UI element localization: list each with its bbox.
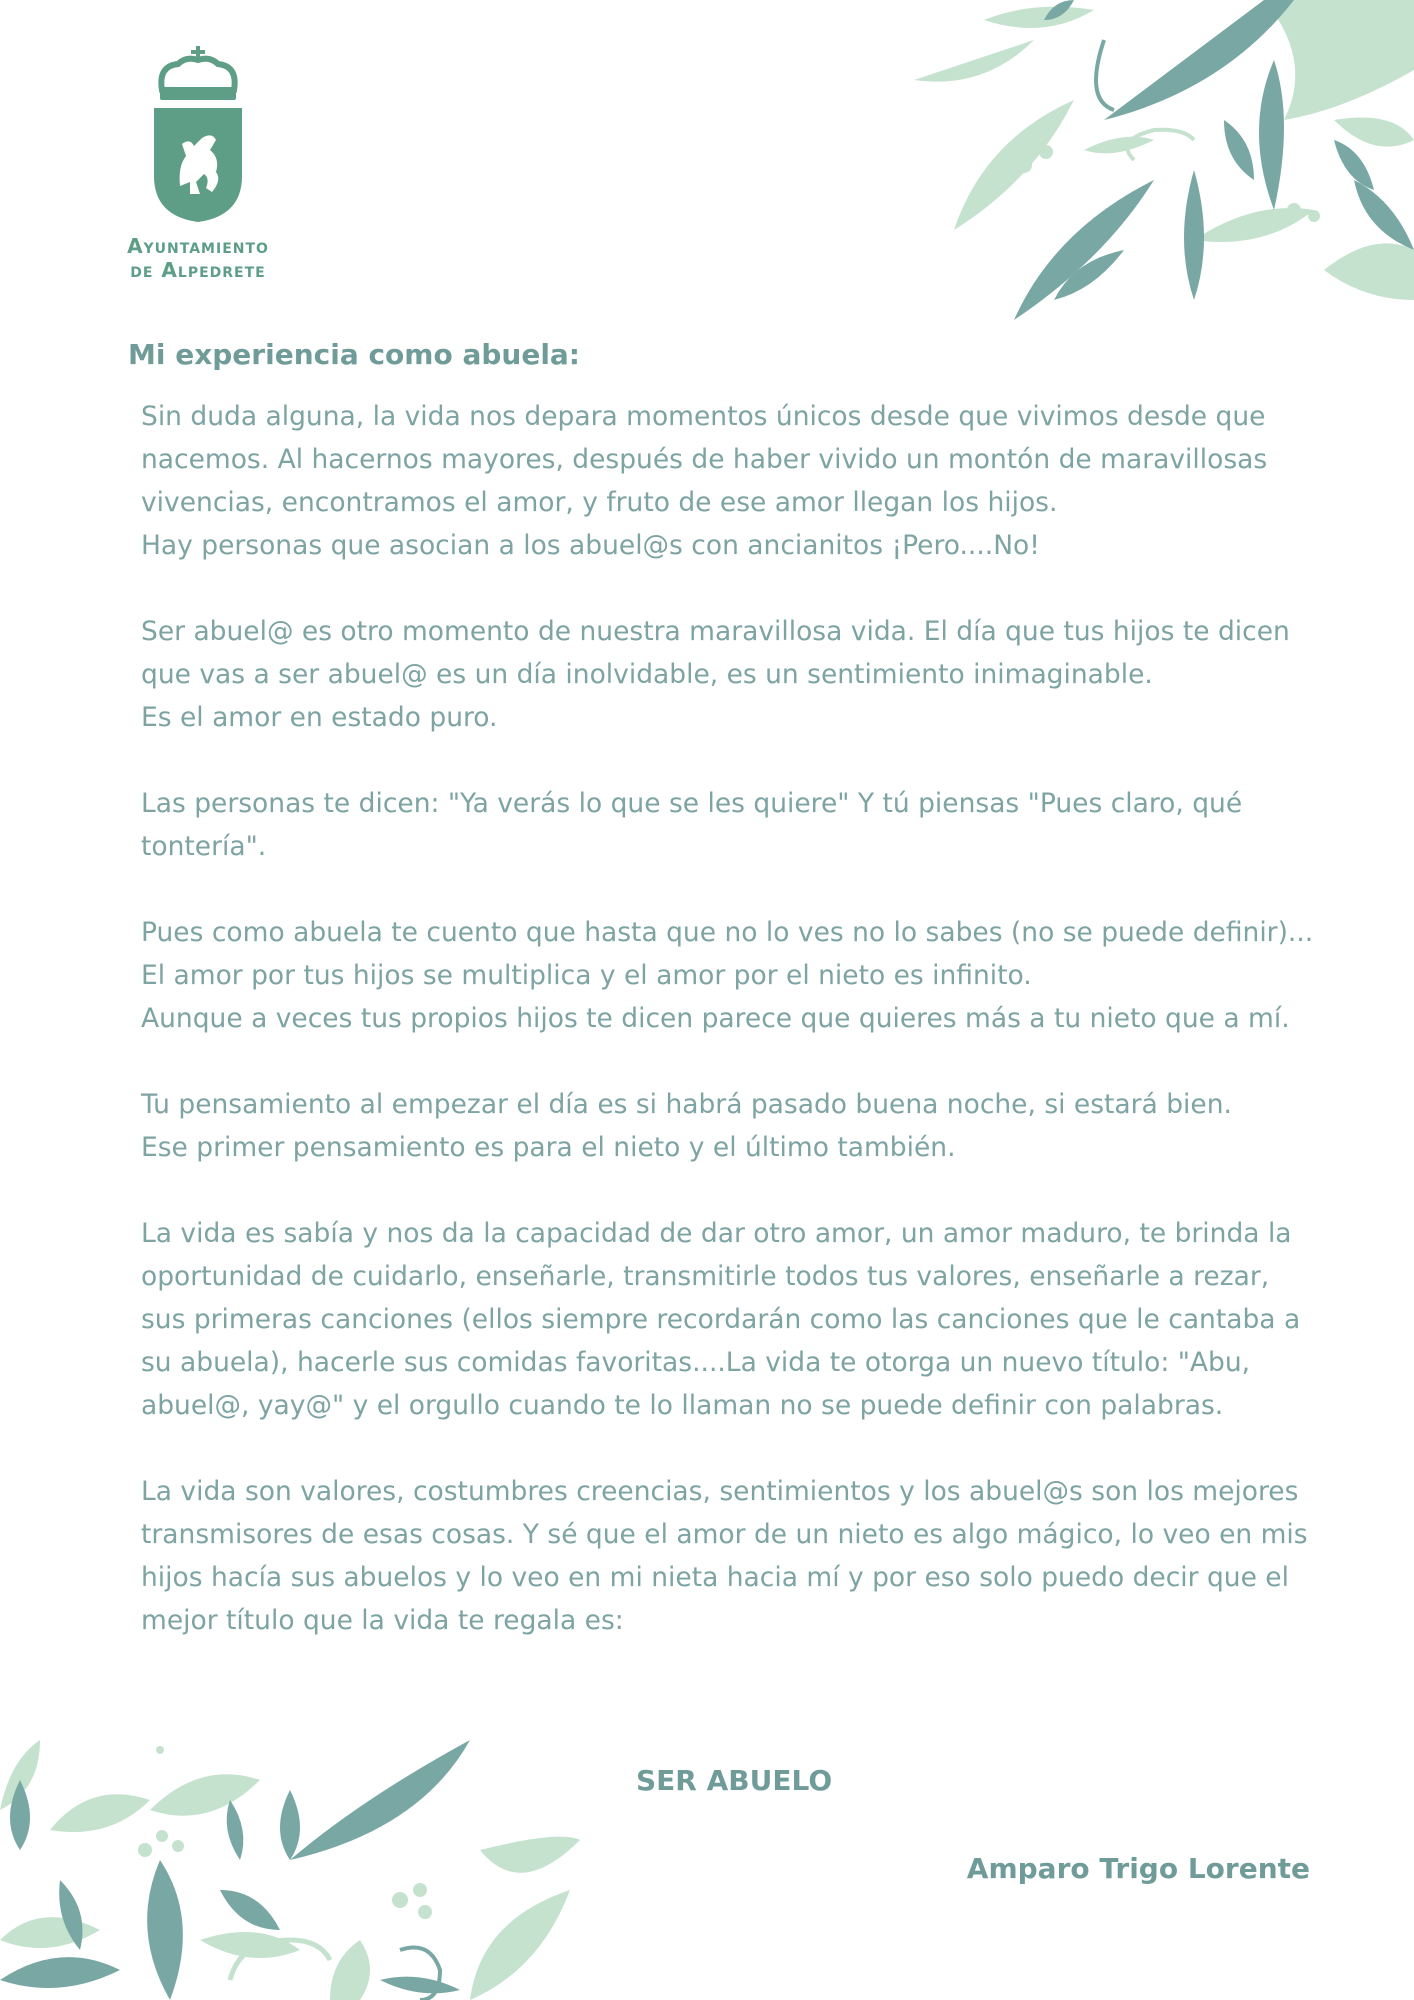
decorative-leaves-bottom — [0, 1740, 600, 2000]
paragraph-2: Ser abuel@ es otro momento de nuestra maravillosa vida. El día que tus hijos te dicen que vas a ser abuel@ es un día inolvidable, es un sentimiento inimaginable. Es el amor en estado puro. — [141, 616, 1290, 733]
article-body — [141, 395, 1321, 1642]
paragraph-1: Sin duda alguna, la vida nos depara momentos únicos desde que vivimos desde que nacemos. Al hacernos mayores, después de haber vivido un montón de maravillosas vivencias, encontramos el amor, y fruto de ese amor llegan los hijos. Hay personas que asocian a los abuel@s con ancianitos ¡Pero....No! — [141, 401, 1268, 561]
paragraph-3: Las personas te dicen: "Ya verás lo que se les quiere" Y tú piensas "Pues claro, qué tontería". — [141, 788, 1243, 862]
logo-line-2: de Alpedrete — [130, 258, 266, 282]
paragraph-6: La vida es sabía y nos da la capacidad de dar otro amor, un amor maduro, te brinda la oportunidad de cuidarlo, enseñarle, transmitirle todos tus valores, enseñarle a rezar, sus primeras canciones (ellos siempre recordarán como las canciones que le cantaba a su abuela), hacerle sus comidas favoritas....La vida te otorga un nuevo título: "Abu, abuel@, yay@" y el orgullo cuando te lo llaman no se puede definir con palabras. — [141, 1218, 1301, 1421]
decorative-leaves-top — [894, 0, 1414, 330]
closing-phrase: SER ABUELO — [636, 1764, 833, 1797]
paragraph-7: La vida son valores, costumbres creencias, sentimientos y los abuel@s son los mejores transmisores de esas cosas. Y sé que el amor de un nieto es algo mágico, lo veo en mis hijos hacía sus abuelos y lo veo en mi nieta hacia mí y por eso solo puedo decir que el mejor título que la vida te regala es: — [141, 1476, 1308, 1636]
paragraph-5: Tu pensamiento al empezar el día es si habrá pasado buena noche, si estará bien. Ese primer pensamiento es para el nieto y el último también. — [141, 1089, 1232, 1163]
logo-line-1: Ayuntamiento — [127, 234, 269, 258]
paragraph-4: Pues como abuela te cuento que hasta que no lo ves no lo sabes (no se puede definir)... El amor por tus hijos se multiplica y el amor por el nieto es infinito. Aunque a veces tus propios hijos te dicen parece que quieres más a tu nieto que a mí. — [141, 917, 1314, 1034]
page-title: Mi experiencia como abuela: — [128, 338, 581, 371]
municipal-logo — [98, 46, 298, 282]
author-signature: Amparo Trigo Lorente — [966, 1852, 1310, 1885]
coat-of-arms-icon — [150, 46, 246, 226]
